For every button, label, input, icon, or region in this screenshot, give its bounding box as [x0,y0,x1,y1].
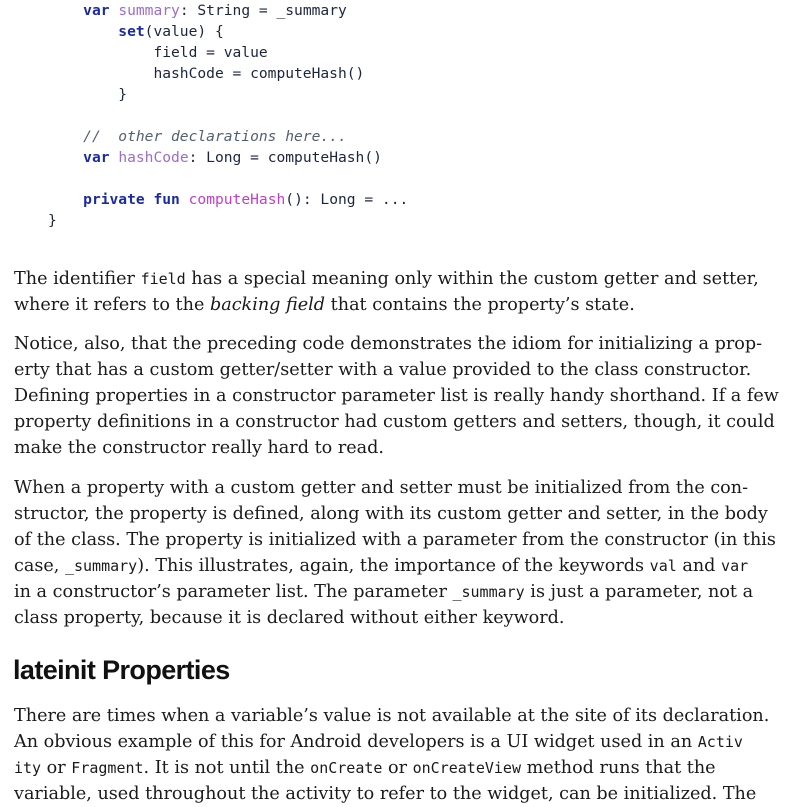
paragraph-constructor: When a property with a custom getter and setter must be initialized from the con- structor, the property is defined, along with its custom getter and setter, in the body of the class. The property is initialized with a parameter from the constructor (in this case, _summary). This illustrates, again, the importance of the keywords val and var in a constructor’s parameter list. The parameter _summary is just a parameter, not a class property, because it is declared without either keyword. [14,478,776,628]
code-line: } [118,86,128,103]
paragraph-backing-field: The identifier field has a special meaning only within the custom getter and setter, where it refers to the backing field that contains the property’s state. [14,269,759,315]
code-block [48,0,408,231]
code-line: } [48,212,57,229]
code-line: private fun computeHash(): Long = ... [83,191,409,208]
paragraph-lateinit: There are times when a variable’s value is not available at the site of its declaration. An obvious example of this for Android developers is a UI widget used in an Activ ity or Fragment. It is not until the onCreate or onCreateView method runs that the variable, used throughout the activity to refer to the widget, can be initialized. The [14,706,770,804]
code-comment: // other declarations here... [83,128,347,145]
code-line: field = value [153,44,268,61]
code-line: set(value) { [118,23,224,40]
code-line: var hashCode: Long = computeHash() [83,149,382,166]
paragraph-idiom: Notice, also, that the preceding code demonstrates the idiom for initializing a prop- erty that has a custom getter/setter with a value provided to the class constructor. Defining properties in a constructor parameter list is really handy shorthand. If a few property definitions in a constructor had custom getters and setters, though, it could make the constructor really hard to read. [14,334,779,458]
section-heading: lateinit Properties [13,655,230,685]
code-line: var summary: String = _summary [83,2,347,19]
code-line: hashCode = computeHash() [153,65,365,82]
